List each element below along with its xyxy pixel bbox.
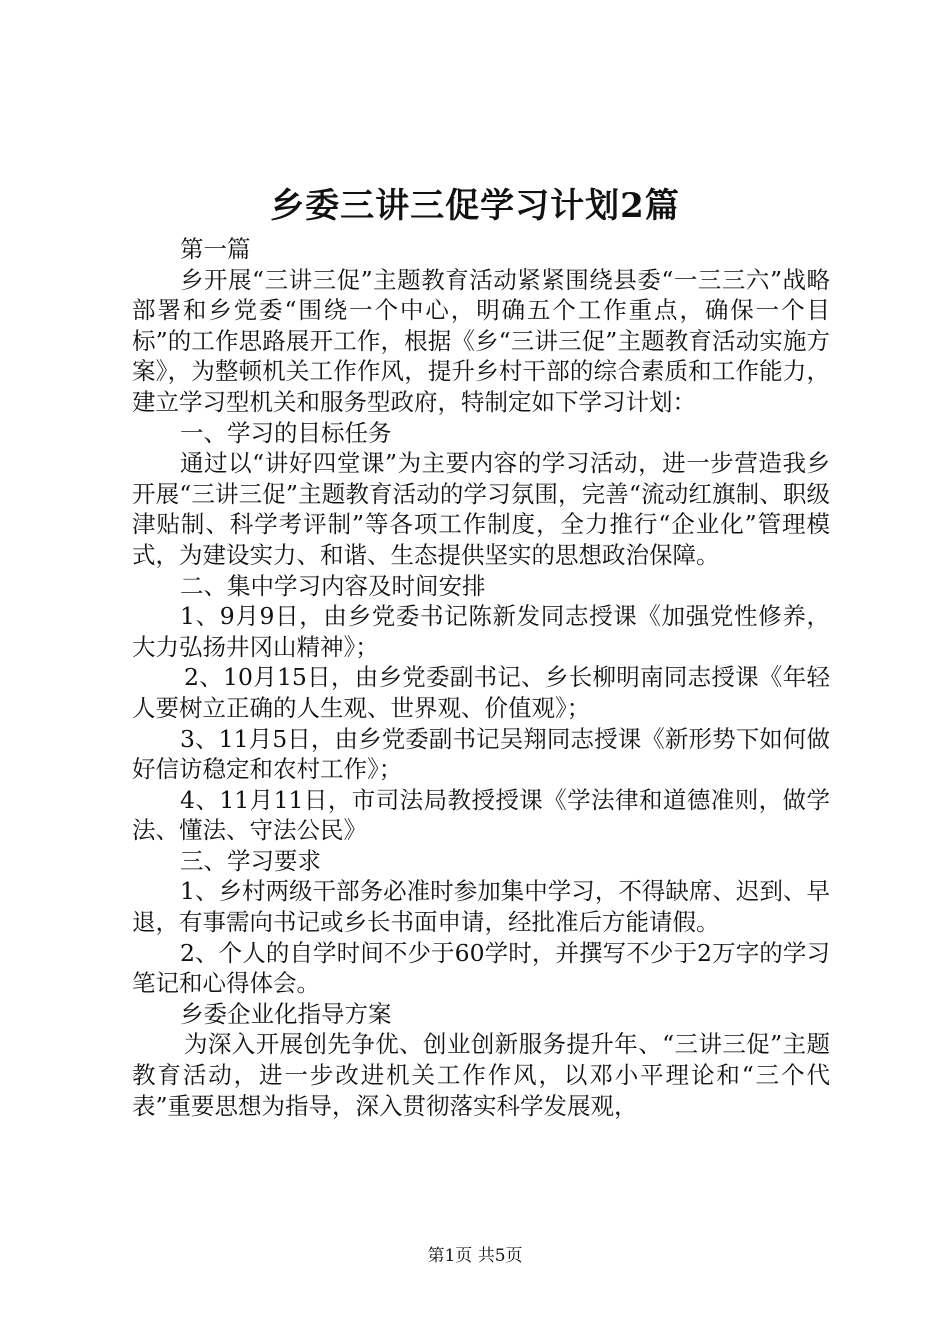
section-heading-part-one: 第一篇 [180,235,251,263]
schedule-item-4: 4、11月11日，市司法局教授授课《学法律和道德准则，做学法、懂法、守法公民》 [132,785,830,845]
requirement-item-1: 1、乡村两级干部务必准时参加集中学习，不得缺席、迟到、早退，有事需向书记或乡长书面申请，经批准后方能请假。 [132,877,830,937]
section-heading-schedule: 二、集中学习内容及时间安排 [180,571,486,600]
document-body [132,234,830,1121]
section-heading-guidance: 乡委企业化指导方案 [180,999,392,1028]
guidance-paragraph: 为深入开展创先争优、创业创新服务提升年、“三讲三促”主题教育活动，进一步改进机关工作作风，以邓小平理论和“三个代表”重要思想为指导，深入贯彻落实科学发展观， [132,1030,830,1120]
schedule-item-2: 2、10月15日，由乡党委副书记、乡长柳明南同志授课《年轻人要树立正确的人生观、世界观、价值观》； [132,663,830,722]
requirement-item-2: 2、个人的自学时间不少于60学时，并撰写不少于2万字的学习笔记和心得体会。 [132,938,830,998]
document-title: 乡委三讲三促学习计划2篇 [270,186,680,226]
page-footer: 第1页 共5页 [427,1246,523,1266]
section-heading-requirements: 三、学习要求 [180,846,321,875]
intro-paragraph: 乡开展“三讲三促”主题教育活动紧紧围绕县委“一三三六”战略部署和乡党委“围绕一个中心，明确五个工作重点，确保一个目标”的工作思路展开工作，根据《乡“三讲三促”主题教育活动实施方案》，为整顿机关工作作风，提升乡村干部的综合素质和工作能力，建立学习型机关和服务型政府，特制定如下学习计划： [132,265,830,416]
schedule-item-3: 3、11月5日，由乡党委副书记吴翔同志授课《新形势下如何做好信访稳定和农村工作》； [132,724,830,784]
goals-paragraph: 通过以“讲好四堂课”为主要内容的学习活动，进一步营造我乡开展“三讲三促”主题教育活动的学习氛围，完善“流动红旗制、职级津贴制、科学考评制”等各项工作制度，全力推行“企业化”管理模式，为建设实力、和谐、生态提供坚实的思想政治保障。 [132,449,830,569]
section-heading-goals: 一、学习的目标任务 [180,418,392,447]
schedule-item-1: 1、9月9日，由乡党委书记陈新发同志授课《加强党性修养，大力弘扬井冈山精神》； [132,602,830,661]
